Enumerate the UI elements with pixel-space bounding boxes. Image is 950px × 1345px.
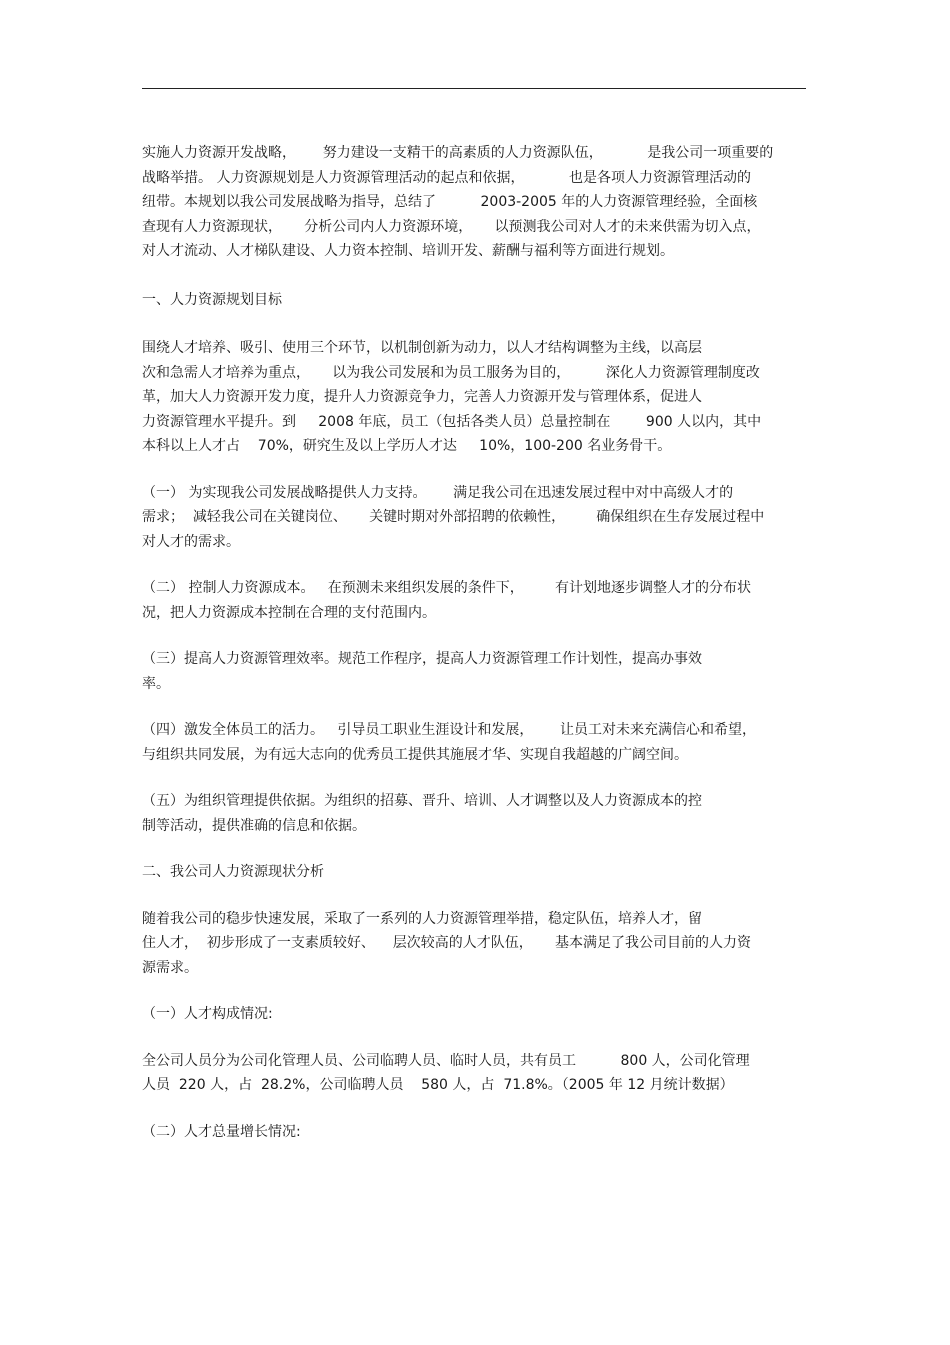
text-line: 纽带。本规划以我公司发展战略为指导，总结了 2003-2005 年的人力资源管理经验，全面核 <box>142 194 758 210</box>
text-line: 战略举措。 人力资源规划是人力资源管理活动的起点和依据， 也是各项人力资源管理活动的 <box>142 169 751 186</box>
text-line: 查现有人力资源现状， 分析公司内人力资源环境， 以预测我公司对人才的未来供需为切入点， <box>142 218 761 235</box>
composition-paragraph <box>142 1049 806 1098</box>
goals-paragraph <box>142 336 806 459</box>
text-line: 全公司人员分为公司化管理人员、公司临聘人员、临时人员，共有员工 800 人，公司化管理 <box>142 1052 750 1069</box>
text-line: 围绕人才培养、吸引、使用三个环节，以机制创新为动力，以人才结构调整为主线，以高层 <box>142 340 702 356</box>
text-line: 随着我公司的稳步快速发展，采取了一系列的人力资源管理举措，稳定队伍，培养人才，留 <box>142 910 702 927</box>
section-heading-goals: 一、人力资源规划目标 <box>142 291 282 308</box>
intro-paragraph <box>142 141 806 264</box>
text-line: （五）为组织管理提供依据。为组织的招募、晋升、培训、人才调整以及人力资源成本的控 <box>142 793 702 809</box>
text-line: 率。 <box>142 675 170 692</box>
status-paragraph <box>142 907 806 981</box>
text-line: （二） 控制人力资源成本。 在预测未来组织发展的条件下， 有计划地逐步调整人才的分布状 <box>142 580 751 596</box>
text-line: （三）提高人力资源管理效率。规范工作程序，提高人力资源管理工作计划性，提高办事效 <box>142 651 702 667</box>
goal-item-5 <box>142 789 806 838</box>
text-line: （一） 为实现我公司发展战略提供人力支持。 满足我公司在迅速发展过程中对中高级人才的 <box>142 484 734 501</box>
header-rule <box>142 88 806 89</box>
section-heading-status: 二、我公司人力资源现状分析 <box>142 864 324 880</box>
text-line: 革，加大人力资源开发力度，提升人力资源竞争力，完善人力资源开发与管理体系，促进人 <box>142 389 702 405</box>
document-body <box>142 141 806 1144</box>
text-line: 对人才的需求。 <box>142 533 240 550</box>
goal-item-1 <box>142 481 806 555</box>
text-line: 人员 220 人，占 28.2%，公司临聘人员 580 人，占 71.8%。（2005 年 12 月统计数据） <box>142 1077 734 1093</box>
text-line: 次和急需人才培养为重点， 以为我公司发展和为员工服务为目的， 深化人力资源管理制度改 <box>142 364 760 381</box>
text-line: （四）激发全体员工的活力。 引导员工职业生涯设计和发展， 让员工对未来充满信心和希望， <box>142 722 757 738</box>
text-line: 对人才流动、人才梯队建设、人力资本控制、培训开发、薪酬与福利等方面进行规划。 <box>142 243 674 259</box>
text-line: 实施人力资源开发战略， 努力建设一支精干的高素质的人力资源队伍， 是我公司一项重要的 <box>142 145 774 161</box>
text-line: 力资源管理水平提升。到 2008 年底，员工（包括各类人员）总量控制在 900 人以内，其中 <box>142 413 762 430</box>
text-line: 况，把人力资源成本控制在合理的支付范围内。 <box>142 604 436 621</box>
text-line: 本科以上人才占 70%，研究生及以上学历人才达 10%，100-200 名业务骨干。 <box>142 438 672 454</box>
text-line: 需求； 减轻我公司在关键岗位、 关键时期对外部招聘的依赖性， 确保组织在生存发展过程中 <box>142 509 765 525</box>
text-line: 源需求。 <box>142 959 198 976</box>
text-line: 制等活动，提供准确的信息和依据。 <box>142 817 366 834</box>
goal-item-4 <box>142 718 806 767</box>
goal-item-2 <box>142 576 806 625</box>
text-line: 与组织共同发展，为有远大志向的优秀员工提供其施展才华、实现自我超越的广阔空间。 <box>142 746 688 763</box>
subheading-talent-growth: （二）人才总量增长情况: <box>142 1123 301 1140</box>
text-line: 住人才， 初步形成了一支素质较好、 层次较高的人才队伍， 基本满足了我公司目前的人力资 <box>142 935 751 951</box>
goal-item-3 <box>142 647 806 696</box>
subheading-talent-composition: （一）人才构成情况: <box>142 1006 273 1022</box>
